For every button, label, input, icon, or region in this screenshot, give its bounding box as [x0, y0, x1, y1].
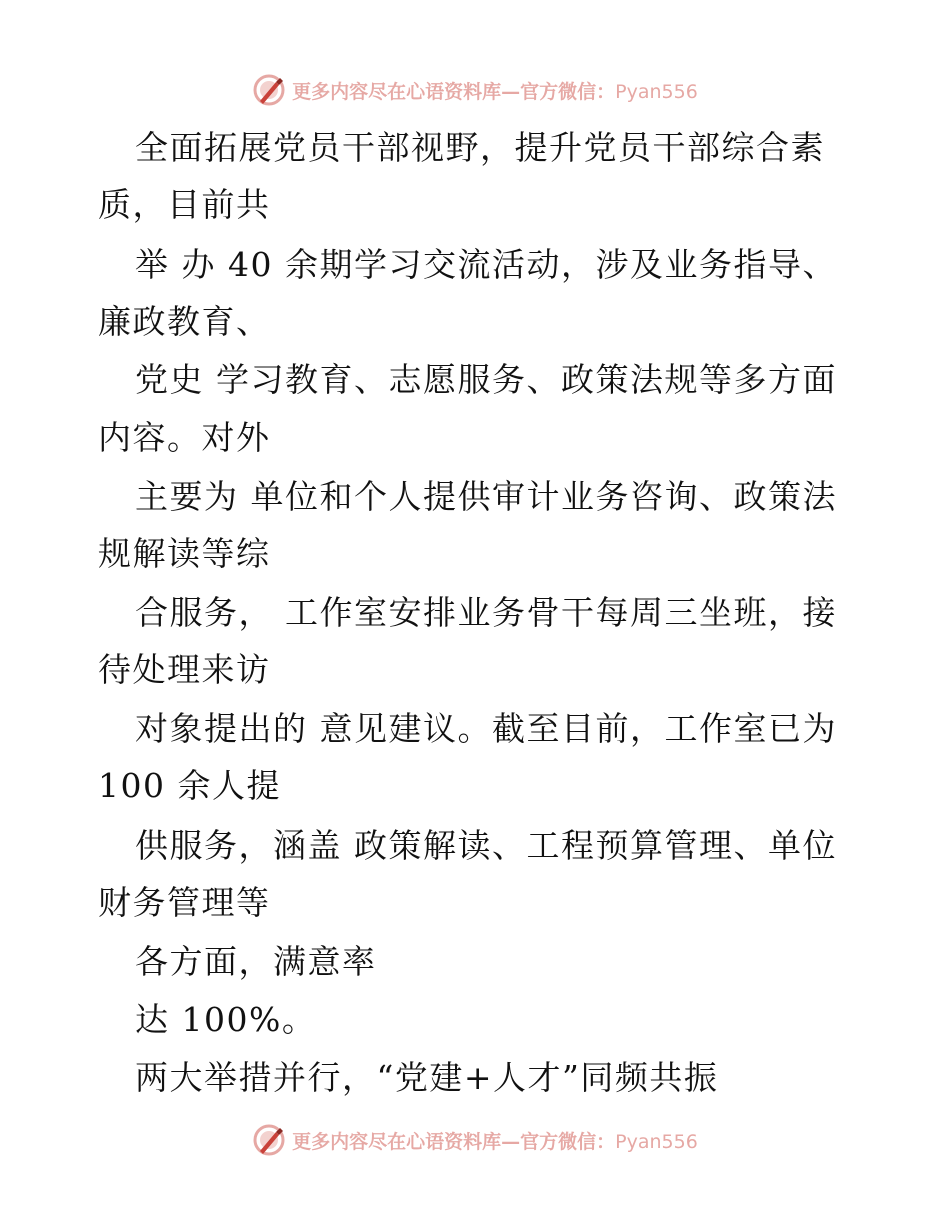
text-line-13: 供服务，涵盖 政策解读、工程预算管理、单位	[135, 826, 837, 865]
text-line-15: 各方面，满意率	[135, 942, 377, 981]
text-line-2: 质，目前共	[98, 185, 271, 224]
watermark-text: 更多内容尽在心语资料库—官方微信：Pyan556	[292, 80, 698, 103]
text-line-11: 对象提出的 意见建议。截至目前，工作室已为	[135, 709, 837, 748]
text-line-4: 廉政教育、	[98, 302, 271, 341]
text-line-5: 党史 学习教育、志愿服务、政策法规等多方面	[135, 360, 837, 399]
footer-watermark	[0, 1120, 950, 1160]
text-line-7: 主要为 单位和个人提供审计业务咨询、政策法	[135, 477, 837, 516]
text-line-8: 规解读等综	[98, 534, 271, 573]
text-line-10: 待处理来访	[98, 650, 271, 689]
pen-logo-icon	[252, 73, 286, 107]
header-watermark	[0, 70, 950, 110]
text-line-9: 合服务， 工作室安排业务骨干每周三坐班，接	[135, 593, 837, 632]
text-line-6: 内容。对外	[98, 418, 271, 457]
text-line-16: 达 100%。	[135, 1000, 317, 1039]
text-line-17: 两大举措并行，“党建+人才”同频共振	[135, 1058, 719, 1097]
text-line-3: 举 办 40 余期学习交流活动，涉及业务指导、	[135, 245, 837, 284]
text-line-12: 100 余人提	[98, 766, 281, 805]
text-line-1: 全面拓展党员干部视野，提升党员干部综合素	[135, 128, 825, 167]
watermark-text: 更多内容尽在心语资料库—官方微信：Pyan556	[292, 1130, 698, 1153]
text-line-14: 财务管理等	[98, 883, 271, 922]
pen-logo-icon	[252, 1123, 286, 1157]
